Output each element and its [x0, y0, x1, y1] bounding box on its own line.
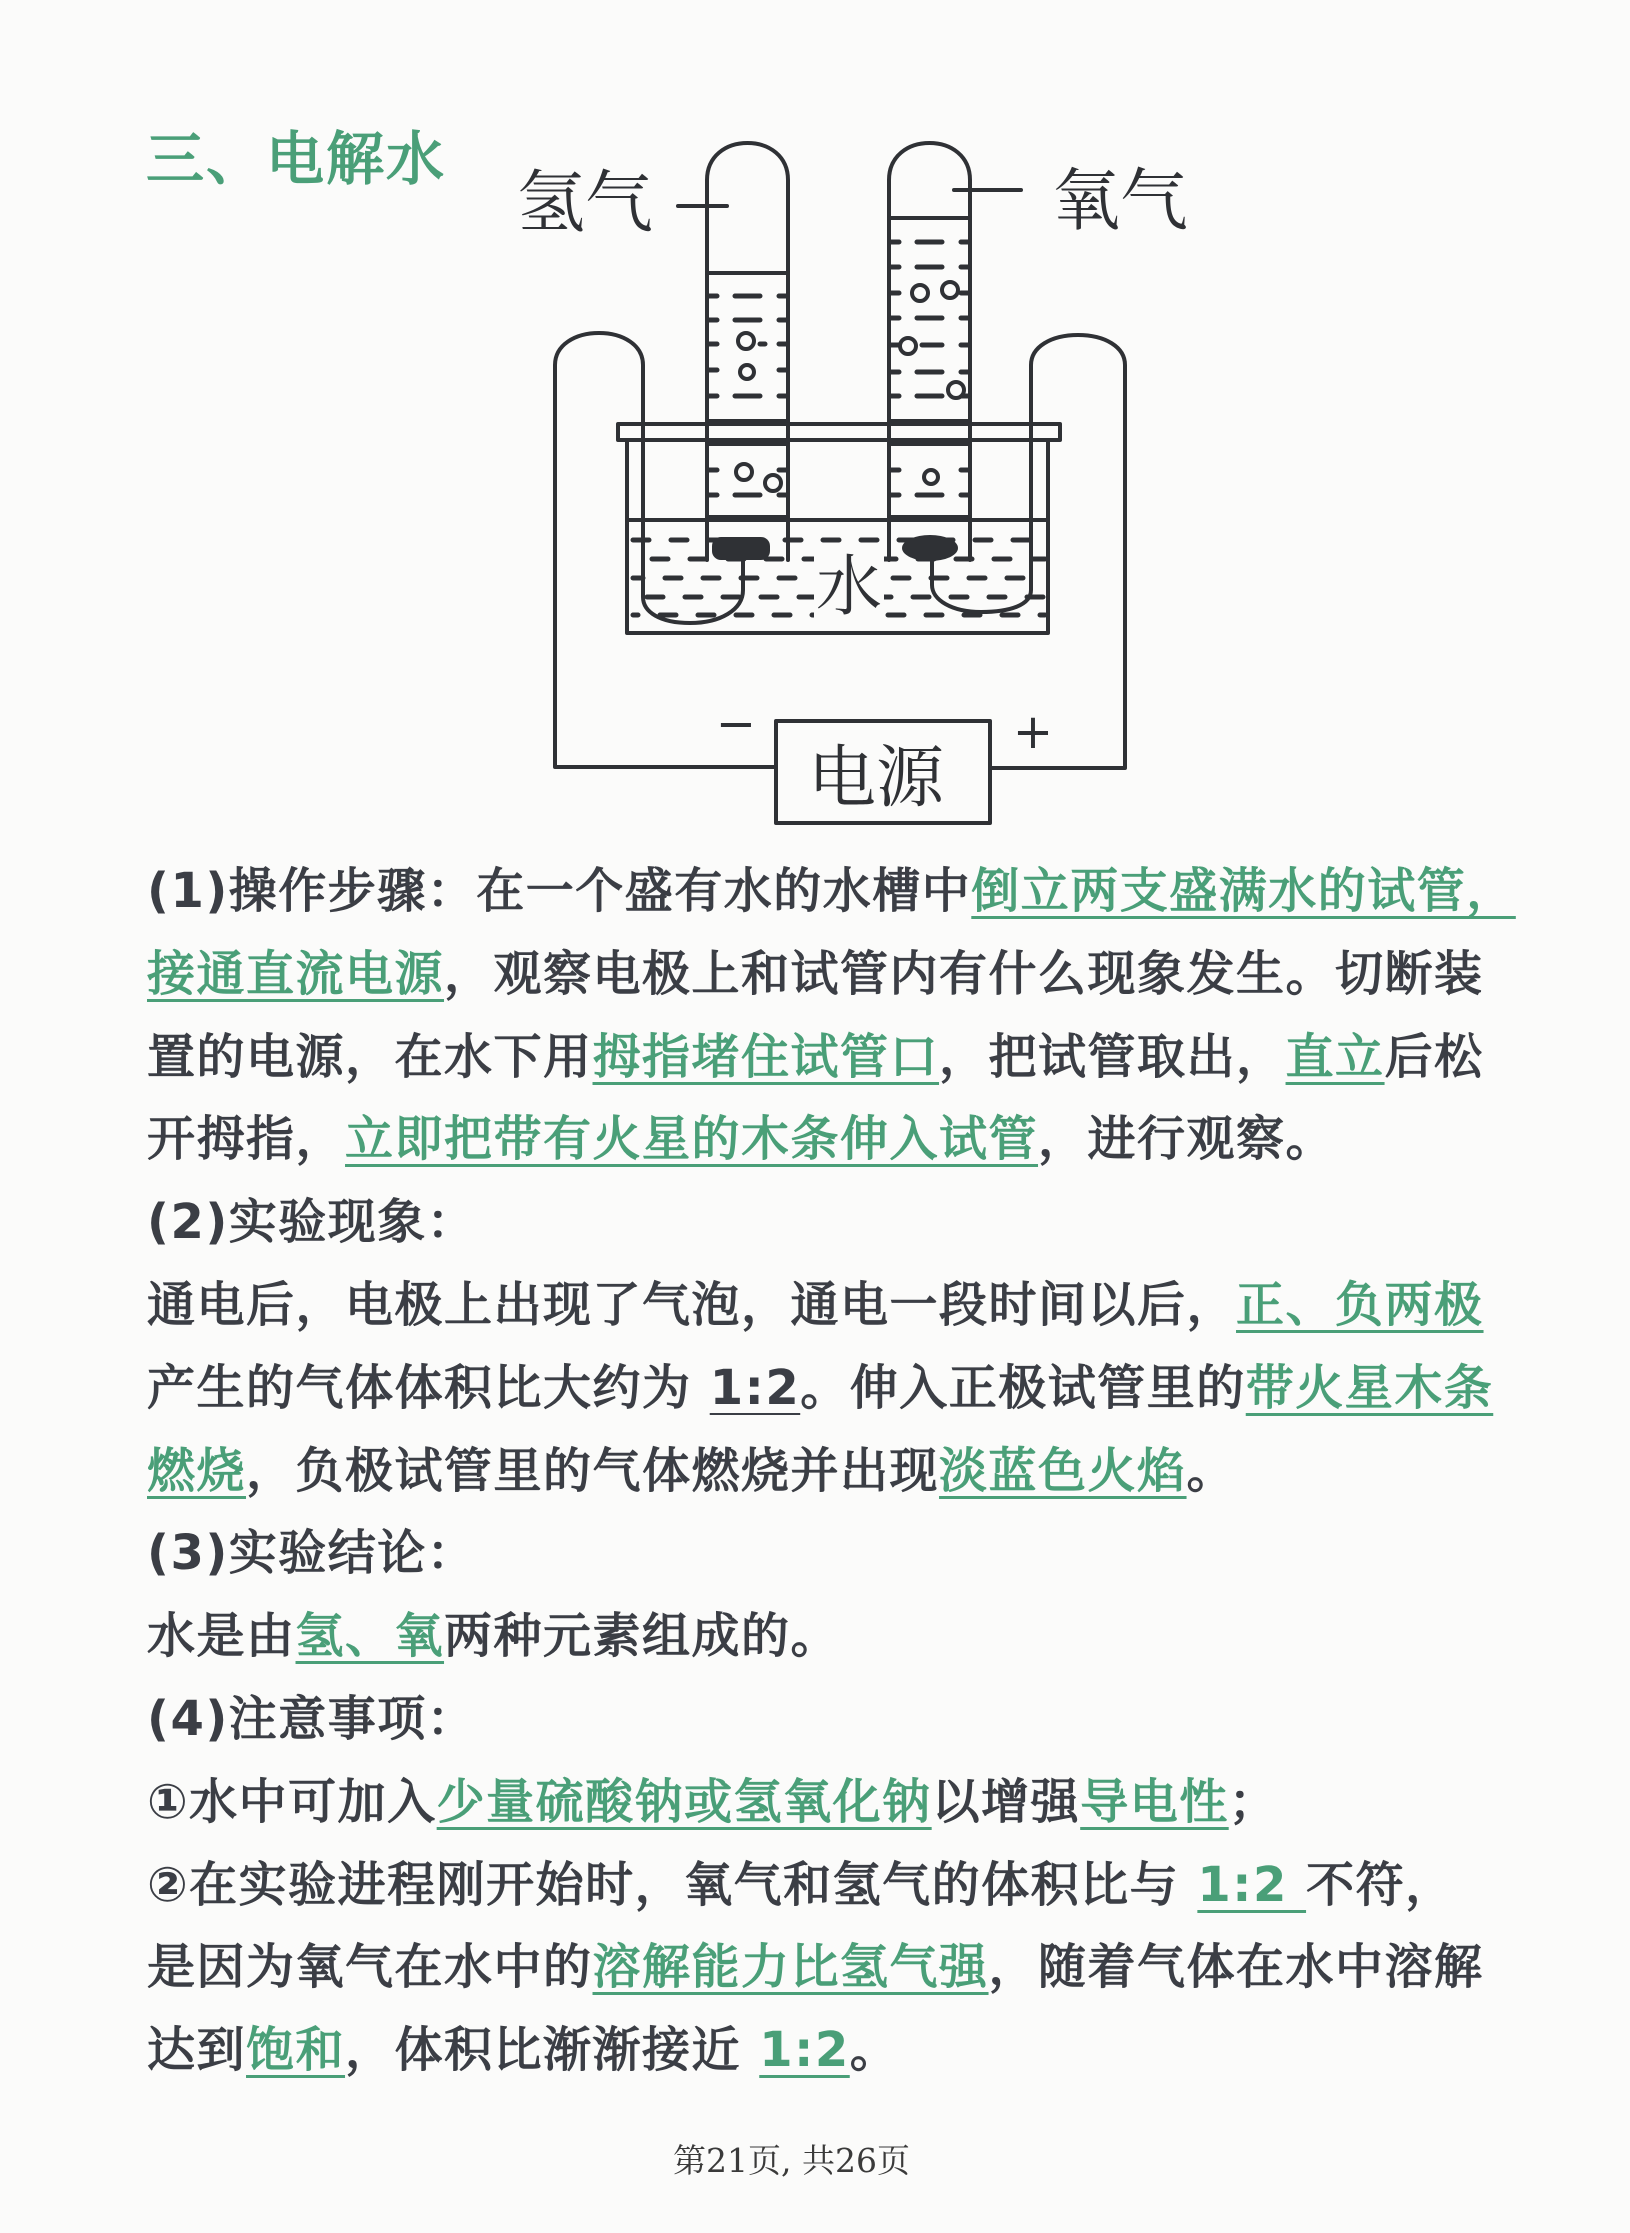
key-term: 接通直流电源 [147, 945, 445, 1002]
negative-terminal-sign: − [715, 696, 757, 752]
key-term: 倒立两支盛满水的试管， [971, 863, 1516, 919]
key-term: 立即把带有火星的木条伸入试管 [345, 1111, 1039, 1168]
underlined-ratio: 1:2 [709, 1359, 801, 1416]
text-line [147, 1761, 1516, 1844]
text-line [147, 1016, 1516, 1099]
oxygen-test-tube [889, 143, 970, 560]
key-term: 正、负两极 [1236, 1276, 1484, 1333]
text-line [147, 1181, 1516, 1264]
key-term: 溶解能力比氢气强 [592, 1939, 989, 1996]
page-indicator: 第21页, 共26页 [673, 2141, 910, 2180]
text-line [147, 1098, 1516, 1181]
key-term: 燃烧 [147, 1442, 247, 1499]
plain-text: ①水中可加入 [147, 1773, 437, 1830]
key-term: 1:2 [1197, 1856, 1307, 1913]
plain-text: 开拇指， [147, 1111, 346, 1168]
key-term: 直立 [1285, 1028, 1385, 1085]
plain-text: 置的电源，在水下用 [147, 1028, 593, 1085]
key-term: 导电性 [1080, 1773, 1229, 1830]
step-heading: (3)实验结论： [147, 1525, 477, 1582]
plain-text: 不符， [1306, 1856, 1455, 1913]
section-title: 三、电解水 [146, 125, 447, 193]
key-term: 拇指堵住试管口 [592, 1028, 940, 1085]
hydrogen-label: 氢气 [517, 164, 654, 243]
step-heading: (1)操作步骤： [147, 863, 477, 919]
plain-text: ，观察电极上和试管内有什么现象发生。切断装 [444, 945, 1484, 1002]
text-line [147, 1512, 1516, 1595]
key-term: 氢、氧 [295, 1608, 445, 1665]
plain-text: ，把试管取出， [939, 1028, 1286, 1085]
text-line [147, 1926, 1516, 2009]
key-term: 饱和 [246, 2022, 346, 2079]
step-heading: (2)实验现象： [147, 1194, 477, 1251]
text-line [147, 1430, 1516, 1513]
text-line [147, 2009, 1516, 2092]
oxygen-label: 氧气 [1052, 162, 1189, 241]
plain-text: ，负极试管里的气体燃烧并出现 [246, 1442, 940, 1499]
negative-electrode [712, 537, 770, 560]
key-term: 1:2 [759, 2022, 850, 2079]
tube-support-shelf [618, 424, 1060, 440]
water-label: 水 [816, 548, 882, 625]
text-line [147, 933, 1516, 1016]
plain-text: ，进行观察。 [1038, 1111, 1336, 1168]
plain-text: ； [1228, 1773, 1279, 1830]
key-term: 少量硫酸钠或氢氧化钠 [436, 1773, 932, 1830]
positive-electrode [902, 535, 958, 561]
plain-text: 是因为氧气在水中的 [147, 1939, 593, 1996]
plain-text: 。伸入正极试管里的 [800, 1359, 1246, 1416]
positive-terminal-sign: + [1012, 704, 1054, 760]
plain-text: ②在实验进程刚开始时，氧气和氢气的体积比与 [147, 1856, 1198, 1913]
plain-text: 两种元素组成的。 [444, 1608, 841, 1665]
plain-text: 水是由 [147, 1608, 296, 1665]
text-line [147, 1595, 1516, 1678]
plain-text: ，体积比渐渐接近 [345, 2022, 760, 2079]
plain-text: 通电后，电极上出现了气泡，通电一段时间以后， [147, 1276, 1237, 1333]
text-line [147, 1678, 1516, 1761]
plain-text: 产生的气体体积比大约为 [147, 1359, 710, 1416]
text-line [147, 1844, 1516, 1927]
plain-text: ，随着气体在水中溶解 [988, 1939, 1484, 1996]
step-heading: (4)注意事项： [147, 1690, 477, 1747]
plain-text: 后松 [1384, 1028, 1484, 1085]
experiment-notes [147, 850, 1516, 2092]
plain-text: 达到 [147, 2022, 247, 2079]
electrolysis-diagram [0, 0, 1630, 860]
text-line [147, 1264, 1516, 1347]
text-line [147, 850, 1516, 933]
plain-text: 。 [849, 2022, 900, 2079]
key-term: 带火星木条 [1245, 1359, 1494, 1416]
power-source-label: 电源 [807, 739, 945, 818]
key-term: 淡蓝色火焰 [939, 1442, 1187, 1499]
plain-text: 在一个盛有水的水槽中 [476, 863, 972, 919]
plain-text: 。 [1186, 1442, 1237, 1499]
plain-text: 以增强 [931, 1773, 1081, 1830]
text-line [147, 1347, 1516, 1430]
